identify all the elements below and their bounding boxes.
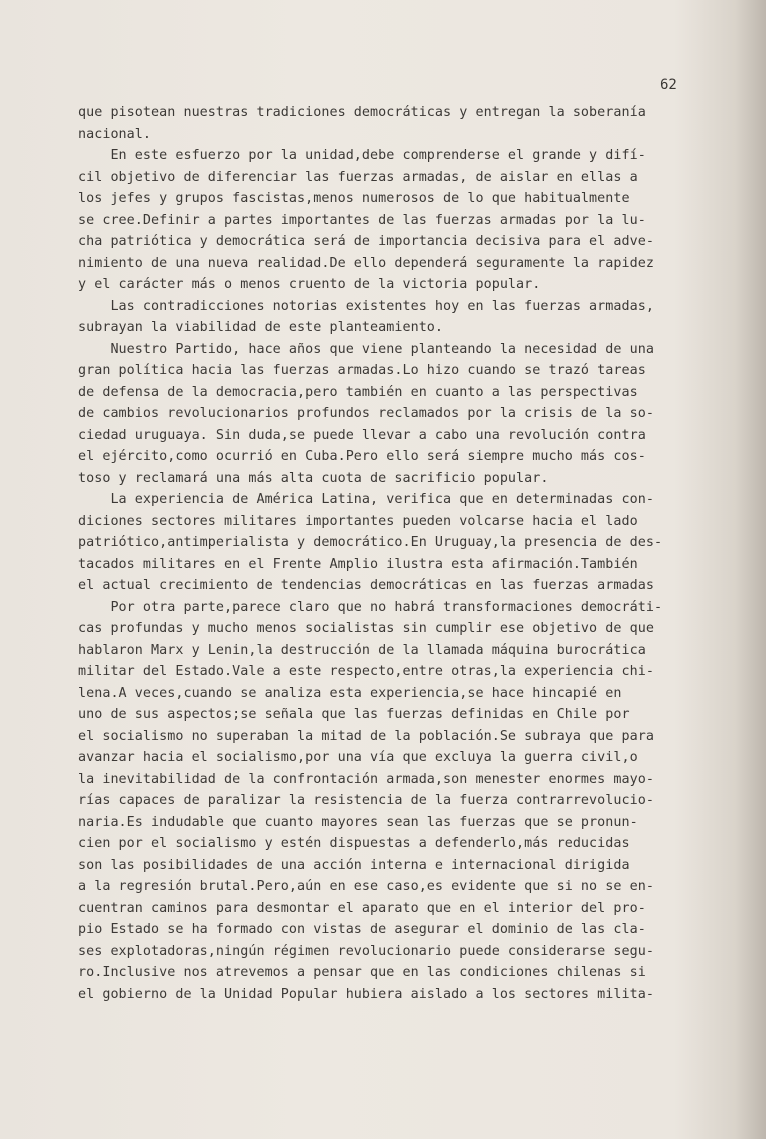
text-line: la inevitabilidad de la confrontación armada,son menester enormes mayo- (78, 771, 654, 787)
body-text (78, 102, 718, 1005)
text-line: tacados militares en el Frente Amplio ilustra esta afirmación.También (78, 556, 638, 572)
text-line: Por otra parte,parece claro que no habrá transformaciones democráti- (78, 599, 663, 615)
text-line: nacional. (78, 126, 152, 142)
text-line: patriótico,antimperialista y democrático.En Uruguay,la presencia de des- (78, 535, 663, 550)
text-line: se cree.Definir a partes importantes de las fuerzas armadas por la lu- (78, 212, 646, 228)
text-line: ciedad uruguaya. Sin duda,se puede llevar a cabo una revolución contra (78, 427, 646, 443)
text-line: rías capaces de paralizar la resistencia de la fuerza contrarrevolucio- (78, 793, 654, 808)
text-line: nimiento de una nueva realidad.De ello dependerá seguramente la rapidez (78, 255, 654, 271)
text-line: militar del Estado.Vale a este respecto,entre otras,la experiencia chi- (78, 664, 654, 679)
text-line: ro.Inclusive nos atrevemos a pensar que en las condiciones chilenas si (78, 965, 646, 980)
text-line: naria.Es indudable que cuanto mayores sean las fuerzas que se pronun- (78, 814, 638, 830)
text-line: La experiencia de América Latina, verifica que en determinadas con- (78, 492, 654, 507)
text-line: los jefes y grupos fascistas,menos numerosos de lo que habitualmente (78, 191, 630, 206)
text-line: cha patriótica y democrática será de importancia decisiva para el adve- (78, 234, 654, 249)
text-line: a la regresión brutal.Pero,aún en ese caso,es evidente que si no se en- (78, 879, 654, 894)
text-line: diciones sectores militares importantes pueden volcarse hacia el lado (78, 513, 638, 529)
text-line: de cambios revolucionarios profundos reclamados por la crisis de la so- (78, 406, 654, 421)
text-line: y el carácter más o menos cruento de la victoria popular. (78, 277, 541, 292)
text-line: En este esfuerzo por la unidad,debe comprenderse el grande y difí- (78, 148, 646, 163)
page-number: 62 (660, 77, 677, 93)
text-line: subrayan la viabilidad de este planteamiento. (78, 320, 444, 335)
text-line: Las contradicciones notorias existentes hoy en las fuerzas armadas, (78, 298, 654, 314)
text-line: gran política hacia las fuerzas armadas.Lo hizo cuando se trazó tareas (78, 363, 646, 378)
text-line: uno de sus aspectos;se señala que las fuerzas definidas en Chile por (78, 707, 630, 722)
text-line: el gobierno de la Unidad Popular hubiera aislado a los sectores milita- (78, 986, 654, 1002)
text-line: el socialismo no superaban la mitad de la población.Se subraya que para (78, 728, 654, 744)
text-line: Nuestro Partido, hace años que viene planteando la necesidad de una (78, 341, 654, 357)
text-line: toso y reclamará una más alta cuota de sacrificio popular. (78, 470, 549, 486)
text-line: el ejército,como ocurrió en Cuba.Pero ello será siempre mucho más cos- (78, 449, 646, 464)
text-line: cien por el socialismo y estén dispuestas a defenderlo,más reducidas (78, 836, 630, 851)
text-line: cuentran caminos para desmontar el aparato que en el interior del pro- (78, 900, 646, 916)
text-line: cil objetivo de diferenciar las fuerzas armadas, de aislar en ellas a (78, 169, 638, 185)
text-line: lena.A veces,cuando se analiza esta experiencia,se hace hincapié en (78, 685, 622, 701)
text-line: hablaron Marx y Lenin,la destrucción de la llamada máquina burocrática (78, 642, 646, 658)
text-line: ses explotadoras,ningún régimen revolucionario puede considerarse segu- (78, 943, 654, 959)
text-line: que pisotean nuestras tradiciones democráticas y entregan la soberanía (78, 105, 646, 120)
text-line: avanzar hacia el socialismo,por una vía que excluya la guerra civil,o (78, 750, 638, 765)
text-line: el actual crecimiento de tendencias democráticas en las fuerzas armadas (78, 578, 654, 593)
text-line: de defensa de la democracia,pero también en cuanto a las perspectivas (78, 384, 638, 400)
text-line: cas profundas y mucho menos socialistas sin cumplir ese objetivo de que (78, 621, 654, 636)
text-line: son las posibilidades de una acción interna e internacional dirigida (78, 857, 630, 873)
text-line: pio Estado se ha formado con vistas de asegurar el dominio de las cla- (78, 922, 646, 937)
